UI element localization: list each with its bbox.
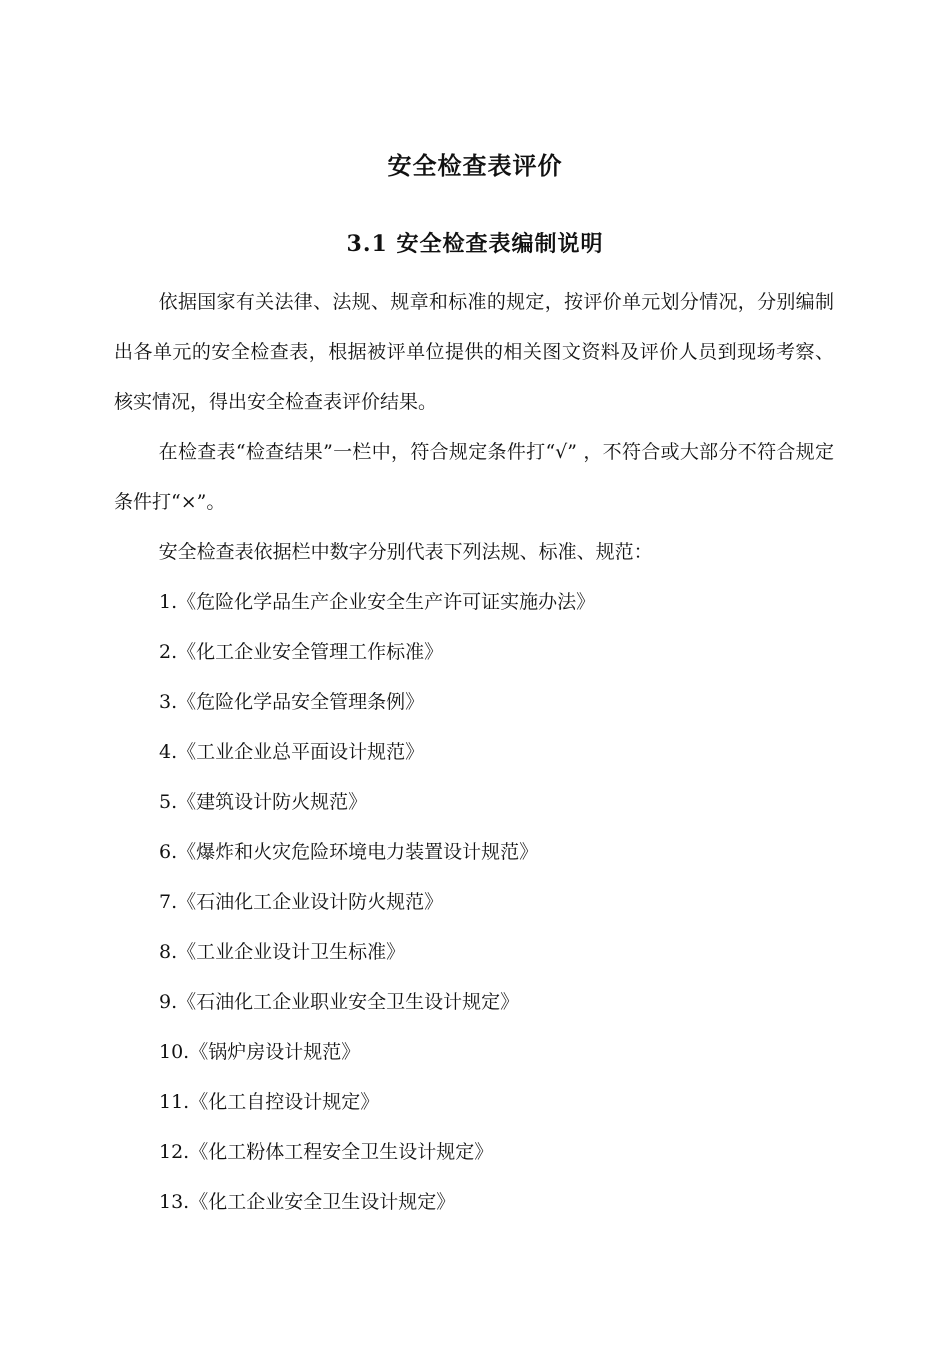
reference-item: 4.《工业企业总平面设计规范》 [159, 741, 425, 763]
reference-item: 6.《爆炸和火灾危险环境电力装置设计规范》 [159, 841, 539, 863]
reference-item: 8.《工业企业设计卫生标准》 [159, 941, 406, 963]
reference-item: 1.《危险化学品生产企业安全生产许可证实施办法》 [159, 591, 596, 613]
paragraph-check-result: 在检查表“检查结果”一栏中，符合规定条件打“√” ，不符合或大部分不符合规定条件打“×”。 [114, 441, 834, 513]
reference-item: 12.《化工粉体工程安全卫生设计规定》 [159, 1141, 494, 1163]
document-body [114, 277, 834, 1227]
reference-item: 3.《危险化学品安全管理条例》 [159, 691, 425, 713]
reference-item: 9.《石油化工企业职业安全卫生设计规定》 [159, 991, 520, 1013]
reference-item: 2.《化工企业安全管理工作标准》 [159, 641, 444, 663]
section-title: 3.1 安全检查表编制说明 [346, 231, 604, 257]
reference-item: 11.《化工自控设计规定》 [159, 1091, 380, 1113]
reference-item: 5.《建筑设计防火规范》 [159, 791, 368, 813]
reference-item: 10.《锅炉房设计规范》 [159, 1041, 361, 1063]
document-title: 安全检查表评价 [387, 152, 563, 180]
paragraph-basis: 依据国家有关法律、法规、规章和标准的规定，按评价单元划分情况，分别编制出各单元的安全检查表，根据被评单位提供的相关图文资料及评价人员到现场考察、核实情况，得出安全检查表评价结果。 [114, 291, 834, 413]
paragraph-reference-intro: 安全检查表依据栏中数字分别代表下列法规、标准、规范： [158, 541, 653, 563]
reference-list [114, 577, 834, 1227]
reference-item: 13.《化工企业安全卫生设计规定》 [159, 1191, 456, 1213]
reference-item: 7.《石油化工企业设计防火规范》 [159, 891, 444, 913]
